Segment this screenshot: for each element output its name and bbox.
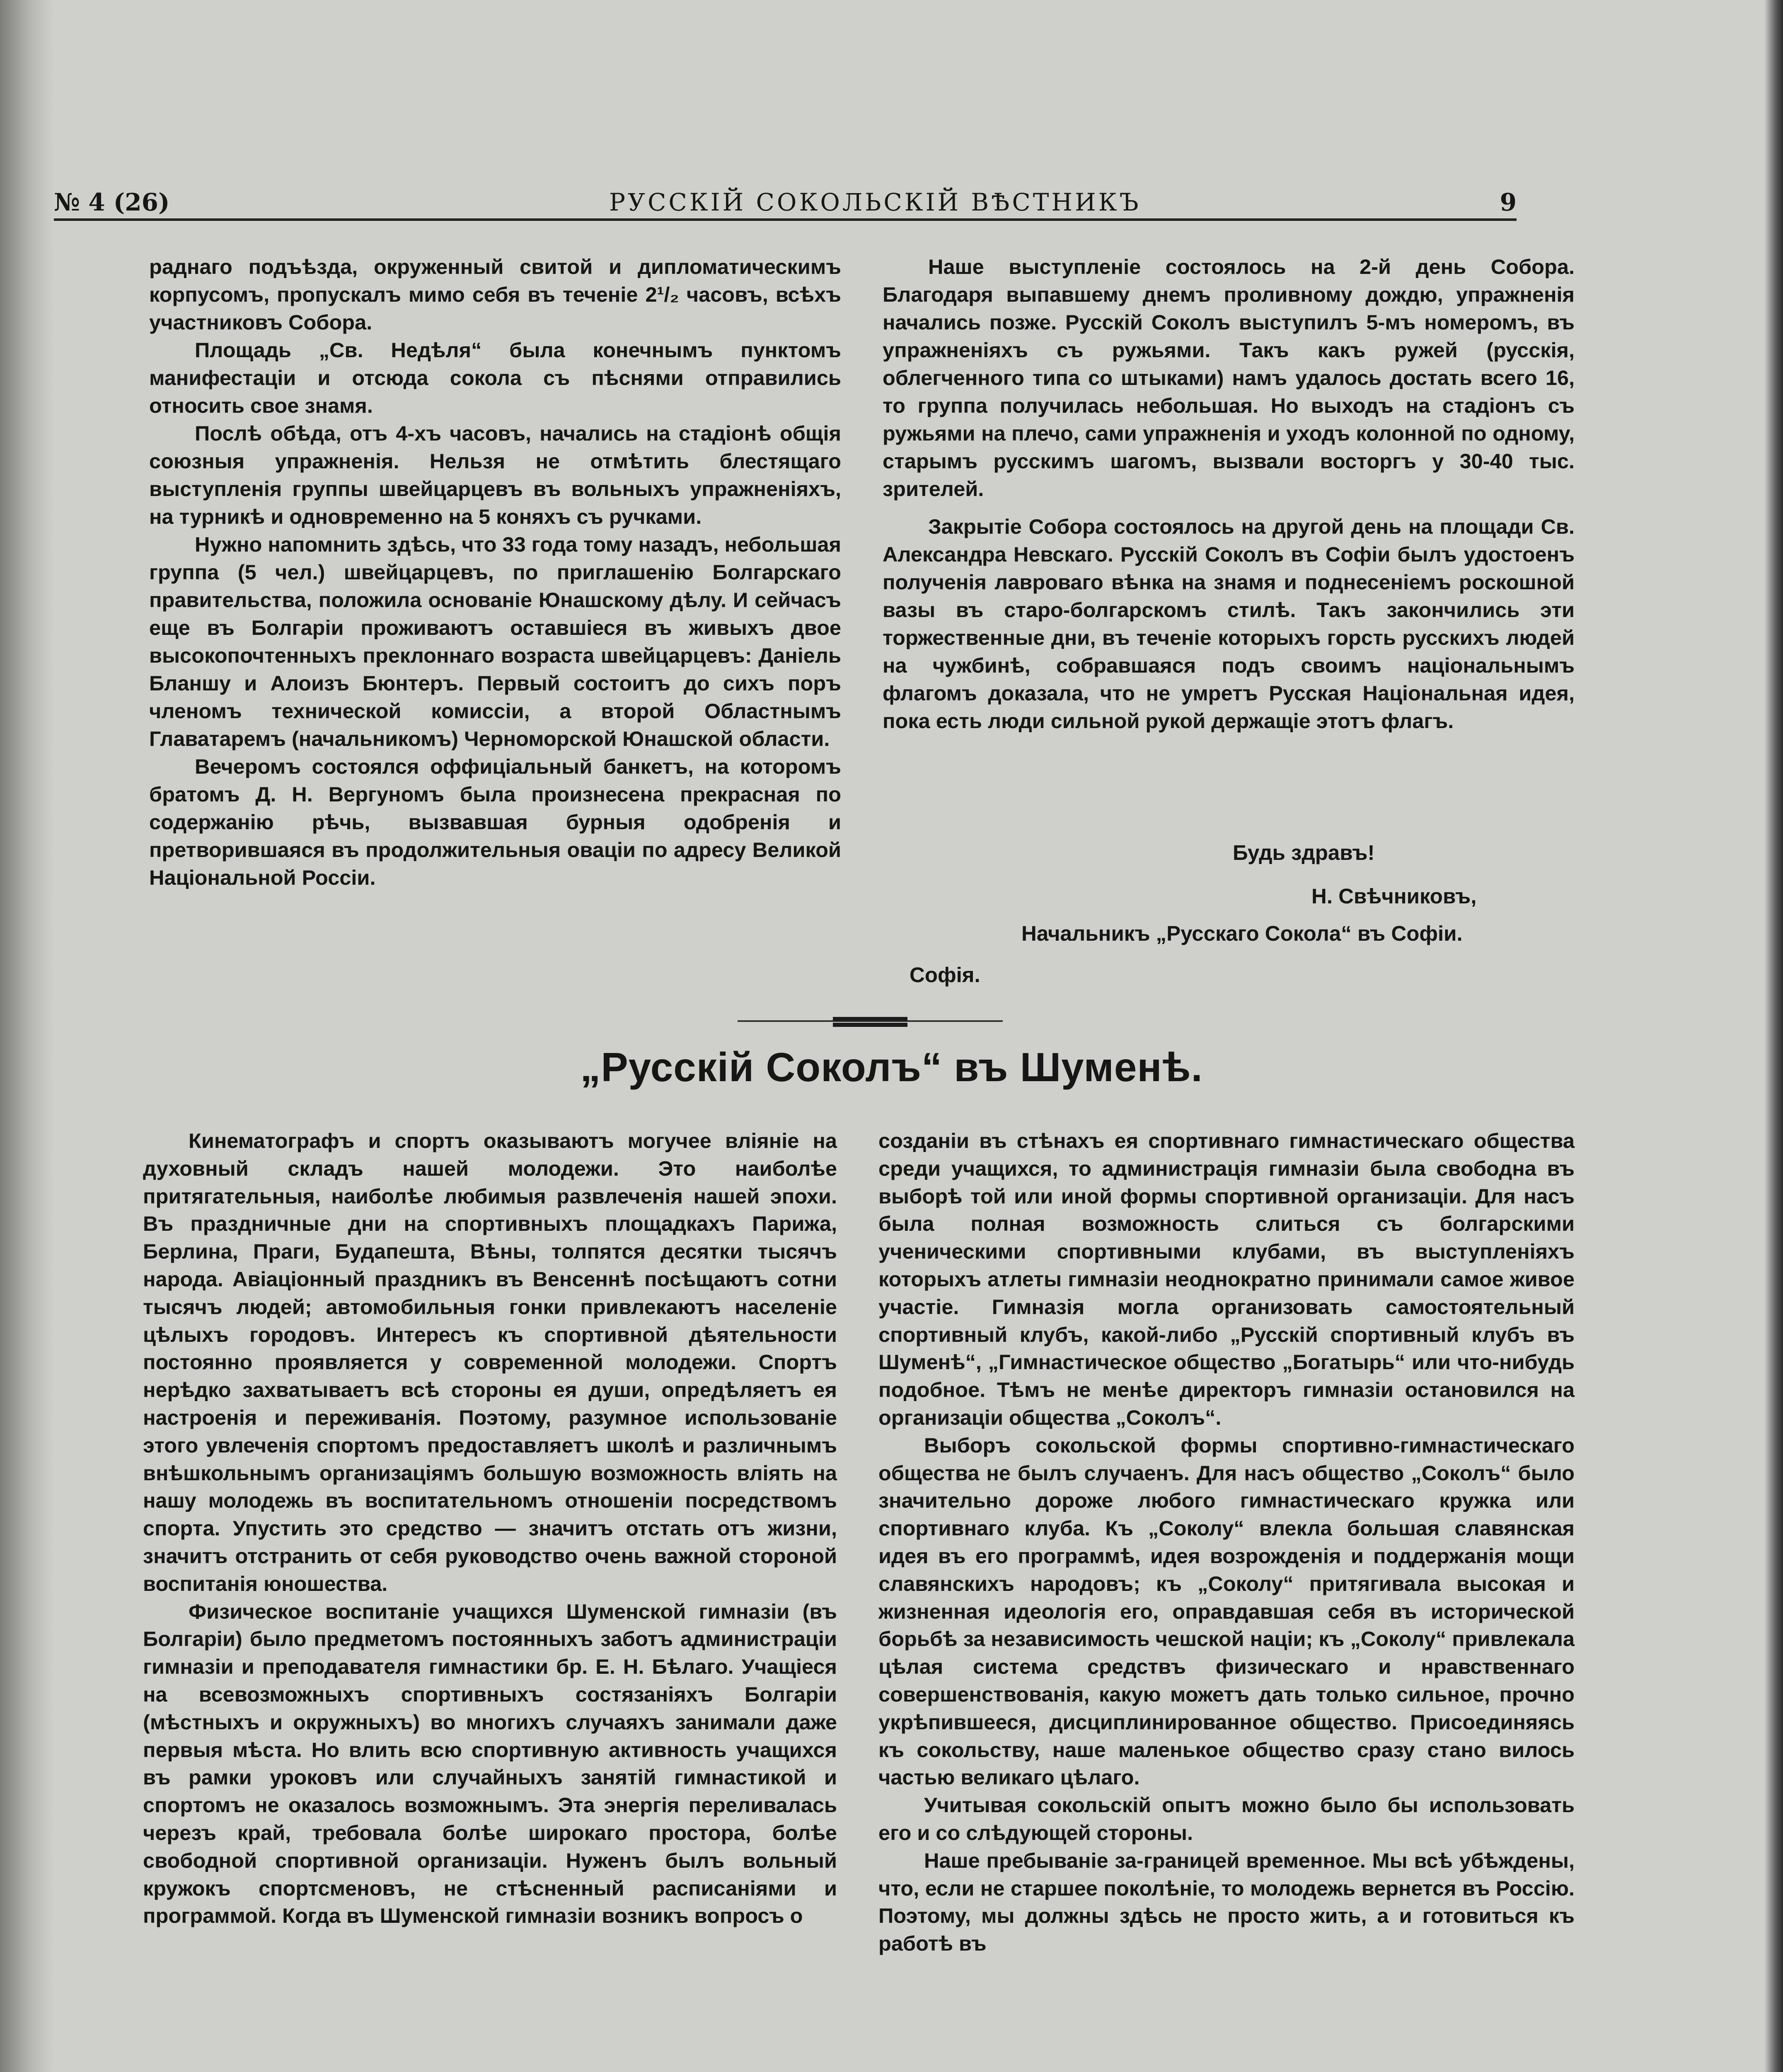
article-left-column: [143, 1127, 837, 1930]
signature-name: Н. Свѣчниковъ,: [1311, 884, 1477, 908]
paragraph: Вечеромъ состоялся оффиціальный банкетъ, на которомъ братомъ Д. Н. Вергуномъ была произнесена прекрасная по содержанію рѣчь, вызвавшая бурныя одобренія и претворившаяся въ продолжительныя оваціи по адресу Великой Національной Россіи.: [149, 755, 841, 889]
greeting: Будь здравъ!: [1233, 841, 1375, 864]
paragraph: Выборъ сокольской формы спортивно-гимнастическаго общества не былъ случаенъ. Для насъ общество „Соколъ“ было значительно дороже любого гимнастическаго кружка или спортивнаго клуба. Къ „Соколу“ влекла большая славянская идея въ его программѣ, идея возрожденія и поддержанія мощи славянскихъ народовъ; къ „Соколу“ притягивала высокая и жизненная идеологія его, оправдавшая себя въ исторической борьбѣ за независимость чешской націи; къ „Соколу“ привлекала цѣлая система средствъ физическаго и нравственнаго совершенствованія, какую можетъ дать только сильное, прочно укрѣпившееся, дисциплинированное общество. Присоединяясь къ сокольству, наше маленькое общество сразу стано вилось частью великаго цѣлаго.: [878, 1433, 1575, 1789]
place-name: Софія.: [910, 963, 980, 987]
paragraph: Закрытіе Собора состоялось на другой день на площади Св. Александра Невскаго. Русскій Соколъ въ Софіи былъ удостоенъ полученія лавроваго вѣнка на знамя и поднесеніемъ роскошной вазы въ старо-болгарскомъ стилѣ. Такъ закончились эти торжественные дни, въ теченіе которыхъ горсть русскихъ людей на чужбинѣ, собравшаяся подъ своимъ національнымъ флагомъ доказала, что не умретъ Русская Національная идея, пока есть люди сильной рукой держащіе этотъ флагъ.: [883, 515, 1575, 733]
scan-shadow-left: [0, 0, 54, 2072]
journal-title: РУССКІЙ СОКОЛЬСКІЙ ВѢСТНИКЪ: [609, 188, 1141, 216]
paragraph: Наше выступленіе состоялось на 2-й день Собора. Благодаря выпавшему днемъ проливному дождю, упражненія начались позже. Русскій Соколъ выступилъ 5-мъ номеромъ, въ упражненіяхъ съ ружьями. Такъ какъ ружей (русскія, облегченного типа со штыками) намъ удалось достать всего 16, то группа получилась небольшая. Но выходъ на стадіонъ съ ружьями на плечо, сами упражненія и уходъ колонной по одному, старымъ русскимъ шагомъ, вызвали восторгъ у 30-40 тыс. зрителей.: [883, 255, 1575, 501]
paragraph: Физическое воспитаніе учащихся Шуменской гимназіи (въ Болгаріи) было предметомъ постоянныхъ заботъ администраціи гимназіи и преподавателя гимнастики бр. Е. Н. Бѣлаго. Учащіеся на всевозможныхъ спортивныхъ состязаніяхъ Болгаріи (мѣстныхъ и окружныхъ) во многихъ случаяхъ занимали даже первыя мѣста. Но влить всю спортивную активность учащихся въ рамки уроковъ или случайныхъ занятій гимнастикой и спортомъ не оказалось возможнымъ. Эта энергія переливалась черезъ край, требовала болѣе широкаго простора, болѣе свободной спортивной организаціи. Нуженъ былъ вольный кружокъ спортсменовъ, не стѣсненный расписаніями и программой. Когда въ Шуменской гимназіи возникъ вопросъ о: [143, 1599, 837, 1928]
article-title: „Русскій Соколъ“ въ Шуменѣ.: [580, 1044, 1203, 1090]
issue-number: № 4 (26): [54, 188, 170, 216]
running-header: [54, 184, 1517, 222]
paragraph: Послѣ обѣда, отъ 4-хъ часовъ, начались на стадіонѣ общія союзныя упражненія. Нельзя не отмѣтить блестящаго выступленія группы швейцарцевъ въ вольныхъ упражненіяхъ, на турникѣ и одновременно на 5 коняхъ съ ручками.: [149, 421, 841, 528]
paragraph: Учитывая сокольскій опытъ можно было бы использовать его и со слѣдующей стороны.: [878, 1793, 1575, 1844]
paragraph: Наше пребываніе за-границей временное. Мы всѣ убѣждены, что, если не старшее поколѣніе, то молодежь вернется въ Россію. Поэтому, мы должны здѣсь не просто жить, а и готовиться къ работѣ въ: [878, 1848, 1575, 1956]
scan-shadow-right: [1764, 0, 1783, 2072]
page-number: 9: [1500, 188, 1517, 216]
divider-bar: [833, 1017, 907, 1021]
signature-role: Начальникъ „Русскаго Сокола“ въ Софіи.: [1021, 922, 1463, 945]
section-divider: [738, 1013, 1003, 1030]
top-article-right-column: [883, 253, 1575, 735]
paragraph: Нужно напомнить здѣсь, что 33 года тому назадъ, небольшая группа (5 чел.) швейцарцевъ, по приглашенію Болгарскаго правительства, положила основаніе Юнашскому дѣлу. И сейчасъ еще въ Болгаріи проживаютъ оставшіеся въ живыхъ двое высокопочтенныхъ преклоннаго возраста швейцарцевъ: Даніель Бланшу и Алоизъ Бюнтеръ. Первый состоитъ до сихъ поръ членомъ технической комиссіи, а второй Областнымъ Главатаремъ (начальникомъ) Черноморской Юнашской области.: [149, 533, 841, 750]
paragraph: Площадь „Св. Недѣля“ была конечнымъ пунктомъ манифестаціи и отсюда сокола съ пѣснями отправились относить свое знамя.: [149, 338, 841, 417]
top-article-left-column: [149, 253, 841, 891]
divider-bar: [833, 1023, 907, 1027]
header-rule: [54, 218, 1517, 221]
article-right-column: [878, 1127, 1575, 1958]
paragraph: Кинематографъ и спортъ оказываютъ могучее вліяніе на духовный складъ нашей молодежи. Это наиболѣе притягательныя, наиболѣе любимыя развлеченія нашей эпохи. Въ праздничные дни на спортивныхъ площадкахъ Парижа, Берлина, Праги, Будапешта, Вѣны, толпятся десятки тысячъ народа. Авіаціонный праздникъ въ Венсеннѣ посѣщаютъ сотни тысячъ людей; автомобильныя гонки привлекаютъ населеніе цѣлыхъ городовъ. Интересъ къ спортивной дѣятельности постоянно проявляется у современной молодежи. Спортъ нерѣдко захватываетъ всѣ стороны ея души, опредѣляетъ ея настроенія и переживанія. Поэтому, разумное использованіе этого увлеченія спортомъ предоставляетъ школѣ и различнымъ внѣшкольнымъ организаціямъ большую возможность вліять на нашу молодежь въ воспитательномъ отношеніи посредствомъ спорта. Упустить это средство — значитъ отстать отъ жизни, значитъ отстранить от себя руководство очень важной стороной воспитанія юношества.: [143, 1129, 837, 1595]
paragraph: созданіи въ стѣнахъ ея спортивнаго гимнастическаго общества среди учащихся, то администрація гимназіи была свободна въ выборѣ той или иной формы спортивной организаціи. Для насъ была полная возможность слиться съ болгарскими ученическими спортивными клубами, въ выступленіяхъ которыхъ атлеты гимназіи неоднократно принимали самое живое участіе. Гимназія могла организовать самостоятельный спортивный клубъ, какой-либо „Русскій спортивный клубъ въ Шуменѣ“, „Гимнастическое общество „Богатырь“ или что-нибудь подобное. Тѣмъ не менѣе директоръ гимназіи остановился на организаціи общества „Соколъ“.: [878, 1129, 1575, 1429]
paragraph: раднаго подъѣзда, окруженный свитой и дипломатическимъ корпусомъ, пропускалъ мимо себя въ теченіе 2¹/₂ часовъ, всѣхъ участниковъ Собора.: [149, 255, 841, 334]
